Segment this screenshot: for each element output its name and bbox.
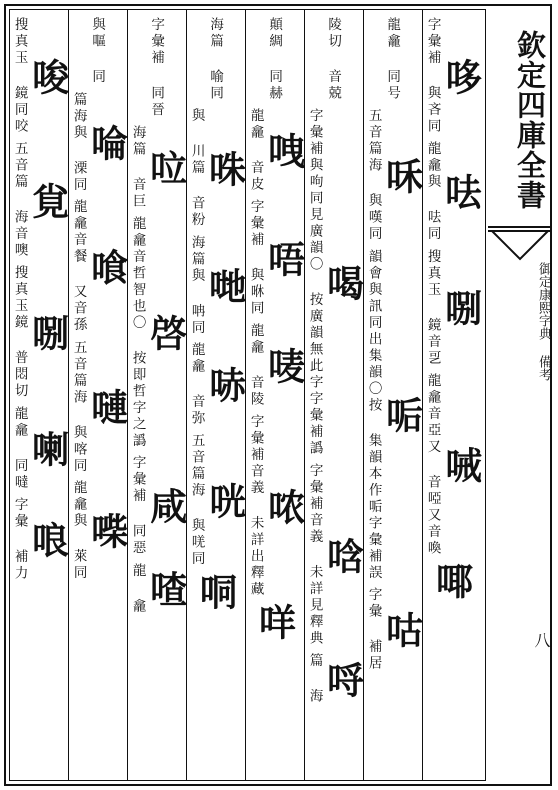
gloss-annotation: 海篇 喻同 <box>207 17 224 102</box>
gloss-annotation: 搜真玉鏡 普悶切 <box>11 265 28 400</box>
gloss-annotation: 龍龕音亞又 音啞又音喚 <box>424 372 441 557</box>
dictionary-entry <box>429 560 474 601</box>
text-column <box>129 14 188 774</box>
headword: 㖿 <box>429 561 474 599</box>
headword: 哵 <box>25 313 70 351</box>
dictionary-entry <box>364 105 424 246</box>
headword: 哋 <box>202 266 247 304</box>
dictionary-entry <box>69 196 129 337</box>
dictionary-entry <box>187 430 247 571</box>
gloss-annotation: 顛綢 同赫 <box>266 17 283 102</box>
gloss-annotation: 字彙 補居 <box>365 587 382 672</box>
dictionary-entry <box>128 560 188 618</box>
dictionary-entry <box>364 584 424 675</box>
gloss-annotation: 龍 龕 <box>129 562 146 615</box>
dictionary-entry <box>305 105 365 460</box>
gloss-annotation: 字彙補 與吝同 <box>424 17 441 135</box>
dictionary-entry <box>383 14 401 105</box>
dictionary-entry <box>423 14 483 138</box>
headword: 㕸 <box>143 148 188 186</box>
text-column <box>70 14 129 774</box>
dictionary-entry <box>10 403 70 494</box>
dictionary-entry <box>187 105 247 232</box>
page-number: 八 <box>532 632 551 648</box>
dictionary-entry <box>69 89 129 197</box>
headword: 哆 <box>438 57 483 95</box>
dictionary-entry <box>246 105 306 196</box>
gloss-annotation: 五音篇海 與喀同 <box>70 339 87 474</box>
dictionary-entry <box>10 14 70 138</box>
gloss-annotation: 五音篇海 與唴同 <box>188 433 205 568</box>
book-title: 欽定四庫全書 <box>513 30 547 210</box>
headword: 哵 <box>438 289 483 326</box>
text-column <box>188 14 247 774</box>
text-column <box>247 14 306 774</box>
headword: 唔 <box>261 239 306 277</box>
dictionary-entry <box>252 601 297 642</box>
gloss-annotation: 陵切 音兢 <box>325 17 342 102</box>
gloss-annotation: 龍龕與 萊同 <box>70 480 87 582</box>
gloss-annotation: 韻會與訊同出集韻〇按 集韻本作㖃字彙補誤 <box>365 248 382 581</box>
gloss-annotation: 與 川篇 音粉 <box>188 108 205 229</box>
headword: 㖑 <box>438 446 483 483</box>
dictionary-entry <box>69 477 129 585</box>
dictionary-entry <box>246 196 306 320</box>
headword: 喳 <box>143 570 188 607</box>
gloss-annotation: 與嘔 同 <box>89 17 106 86</box>
gloss-annotation: 龍龕 同号 <box>384 17 401 102</box>
dictionary-entry <box>193 571 238 612</box>
gloss-annotation: 字彙補 與咻同 <box>247 199 264 317</box>
gloss-annotation: 篇海與 溧同 <box>70 91 87 193</box>
headword: 覍 <box>25 181 70 219</box>
fishtail-mark <box>488 225 552 265</box>
gloss-annotation: 海篇與 呥同 <box>188 234 205 336</box>
dictionary-entry <box>128 452 188 560</box>
headword: 哃 <box>193 572 238 610</box>
headword: 咊 <box>379 156 424 194</box>
gloss-annotation: 龍龕 同噠 <box>11 405 28 491</box>
headword: 呿 <box>438 173 483 211</box>
gloss-annotation: 五音篇 海音噢 <box>11 141 28 259</box>
gloss-annotation: 龍龕 音弥 <box>188 342 205 427</box>
text-column <box>424 14 483 774</box>
headword: 咸 <box>143 487 188 525</box>
headword: 哧 <box>202 366 247 403</box>
headword: 咣 <box>202 481 247 519</box>
headword: 咩 <box>252 603 297 640</box>
dictionary-entry <box>128 122 188 213</box>
headword: 咕 <box>379 611 424 648</box>
text-column <box>365 14 424 774</box>
gloss-annotation: 搜真玉 鏡音㐓 <box>424 248 441 367</box>
headword: 喝 <box>320 264 365 301</box>
headword: 㖃 <box>379 396 424 434</box>
gloss-annotation: 字彙 補力 <box>11 496 28 582</box>
dictionary-entry <box>206 14 224 105</box>
gloss-annotation: 龍龕 音陵 <box>247 323 264 408</box>
headword: 哝 <box>261 487 306 525</box>
headword: 㖂 <box>261 132 306 169</box>
dictionary-entry <box>88 14 106 89</box>
dictionary-entry <box>187 339 247 430</box>
dictionary-entry <box>10 494 70 585</box>
dictionary-entry <box>10 138 70 262</box>
headword: 哴 <box>25 520 70 558</box>
book-subtitle: 御定康熙字典 備考 <box>536 262 551 381</box>
dictionary-entry <box>305 650 365 708</box>
gloss-annotation: 龍龕與 呿同 <box>424 141 441 243</box>
dictionary-entry <box>265 14 283 105</box>
gloss-annotation: 搜真玉 鏡同咬 <box>11 17 28 135</box>
headword: 喰 <box>84 247 129 285</box>
dictionary-entry <box>324 14 342 105</box>
dictionary-entry <box>246 411 306 601</box>
gloss-annotation: 字彙補與呴同見廣韻〇 按廣韻無此字字彙補譌 <box>306 108 323 457</box>
gloss-annotation: 龍龕音哲智也〇 按即哲字之譌 <box>129 215 146 449</box>
headword: 哷 <box>320 660 365 698</box>
gloss-annotation: 字彙補 同惡 <box>129 455 146 557</box>
headword: 喇 <box>25 429 70 467</box>
text-column <box>11 14 70 774</box>
dictionary-entry <box>147 14 165 122</box>
gloss-annotation: 字彙補 同晉 <box>148 17 165 119</box>
gloss-annotation: 海篇 音巨 <box>129 124 146 210</box>
gloss-annotation: 字彙補音義 未詳出釋藏 <box>247 414 264 598</box>
gloss-annotation: 五音篇海 與嘆同 <box>365 108 382 243</box>
dictionary-entry <box>423 370 483 560</box>
dictionary-entry <box>10 262 70 403</box>
dictionary-entry <box>423 138 483 246</box>
gloss-annotation: 篇 海 <box>306 653 323 705</box>
dictionary-entry <box>69 337 129 478</box>
dictionary-entry <box>128 213 188 453</box>
headword: 唅 <box>320 536 365 574</box>
headword: 咮 <box>202 149 247 187</box>
text-column <box>306 14 365 774</box>
headword: 唛 <box>261 347 306 384</box>
headword: 喍 <box>84 512 129 550</box>
headword: 啓 <box>143 313 188 351</box>
gloss-annotation: 龍龕音餐 又音孫 <box>70 199 87 334</box>
dictionary-entry <box>187 232 247 340</box>
gloss-annotation: 字彙補音義 未詳見釋典 <box>306 463 323 647</box>
gloss-annotation: 龍龕 音皮 <box>247 108 264 193</box>
headword: 㖮 <box>84 123 129 161</box>
headword: 嗹 <box>84 388 129 426</box>
headword: 唆 <box>25 57 70 95</box>
dictionary-entry <box>423 246 483 370</box>
dictionary-entry <box>246 320 306 411</box>
dictionary-entry <box>364 246 424 585</box>
dictionary-entry <box>305 460 365 650</box>
